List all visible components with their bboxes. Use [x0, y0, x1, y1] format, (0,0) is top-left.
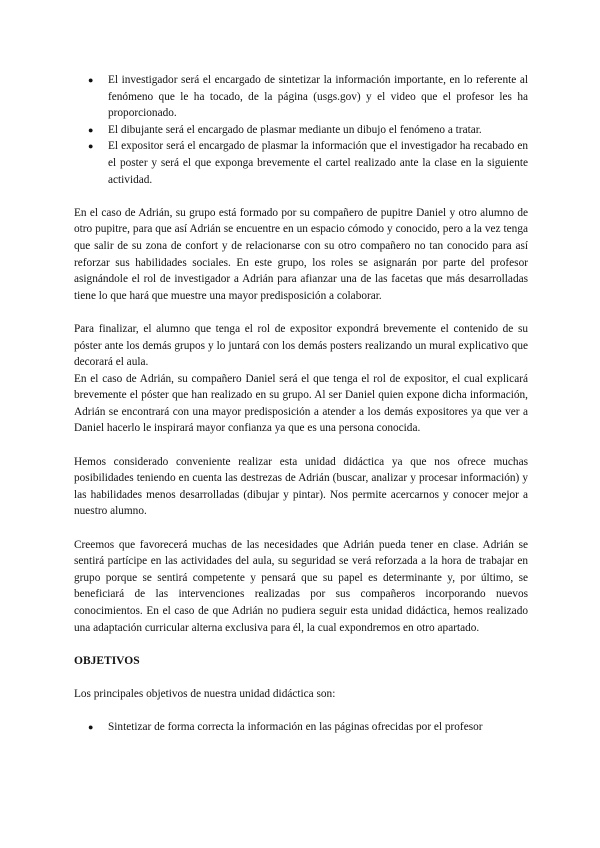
objectives-bullet-list: [74, 719, 528, 736]
bullet-icon: ●: [88, 722, 94, 733]
paragraph: Hemos considerado conveniente realizar esta unidad didáctica ya que nos ofrece muchas posibilidades teniendo en cuenta las destrezas de Adrián (buscar, analizar y procesar información) y las habilidades menos desarrolladas (dibujar y pintar). Nos permite acercarnos y conocer mejor a nuestro alumno.: [74, 455, 528, 518]
paragraph: En el caso de Adrián, su grupo está formado por su compañero de pupitre Daniel y otro alumno de otro pupitre, para que así Adrián se encuentre en un espacio cómodo y conocido, pero a la vez tenga que salir de su zona de confort y de relacionarse con su otro compañero no tan conocido para así reforzar sus habilidades sociales. En este grupo, los roles se asignarán por parte del profesor asignándole el rol de investigador a Adrián para afianzar una de las facetas que más desarrolladas tiene lo que hará que muestre una mayor predisposición a colaborar.: [74, 206, 528, 302]
section-heading: OBJETIVOS: [74, 654, 140, 667]
bullet-icon: ●: [88, 141, 94, 152]
list-item: [74, 138, 528, 188]
paragraph: En el caso de Adrián, su compañero Daniel será el que tenga el rol de expositor, el cual explicará brevemente el póster que han realizado en su grupo. Al ser Daniel quien expone dicha información, Adrián se encontrará con una mayor predisposición a atender a los demás expositores ya que ver a Daniel hacerlo le inspirará mayor confianza ya que es una persona conocida.: [74, 372, 528, 435]
bullet-icon: ●: [88, 124, 94, 135]
list-item-text: El dibujante será el encargado de plasmar mediante un dibujo el fenómeno a tratar.: [108, 123, 482, 136]
roles-bullet-list: [74, 72, 528, 188]
list-item: [74, 122, 528, 139]
list-item-text: El expositor será el encargado de plasmar la información que el investigador ha recabado en el poster y será el que exponga brevemente el cartel realizado ante la clase en la siguiente actividad.: [108, 140, 528, 186]
paragraph: Creemos que favorecerá muchas de las necesidades que Adrián pueda tener en clase. Adrián se sentirá partícipe en las actividades del aula, su seguridad se verá reforzada a la hora de trabajar en grupo porque se sentirá competente y pensará que su papel es determinante y, por último, se beneficiará de las intervenciones realizadas por sus compañeros incorporando nuevos conocimientos. En el caso de que Adrián no pudiera seguir esta unidad didáctica, hemos realizado una adaptación curricular alterna exclusiva para él, la cual expondremos en otro apartado.: [74, 538, 528, 634]
objectives-intro: Los principales objetivos de nuestra unidad didáctica son:: [74, 687, 336, 700]
list-item-text: El investigador será el encargado de sintetizar la información importante, en lo referente al fenómeno que le ha tocado, de la página (usgs.gov) y el video que el profesor les ha proporcionado.: [108, 74, 528, 120]
page-content: [74, 72, 528, 736]
paragraph: Para finalizar, el alumno que tenga el rol de expositor expondrá brevemente el contenido de su póster ante los demás grupos y lo juntará con los demás posters realizando un mural explicativo que decorará el aula.: [74, 322, 528, 369]
list-item-text: Sintetizar de forma correcta la información en las páginas ofrecidas por el profesor: [108, 721, 483, 734]
list-item: [74, 72, 528, 122]
list-item: [74, 719, 528, 736]
bullet-icon: ●: [88, 75, 94, 85]
